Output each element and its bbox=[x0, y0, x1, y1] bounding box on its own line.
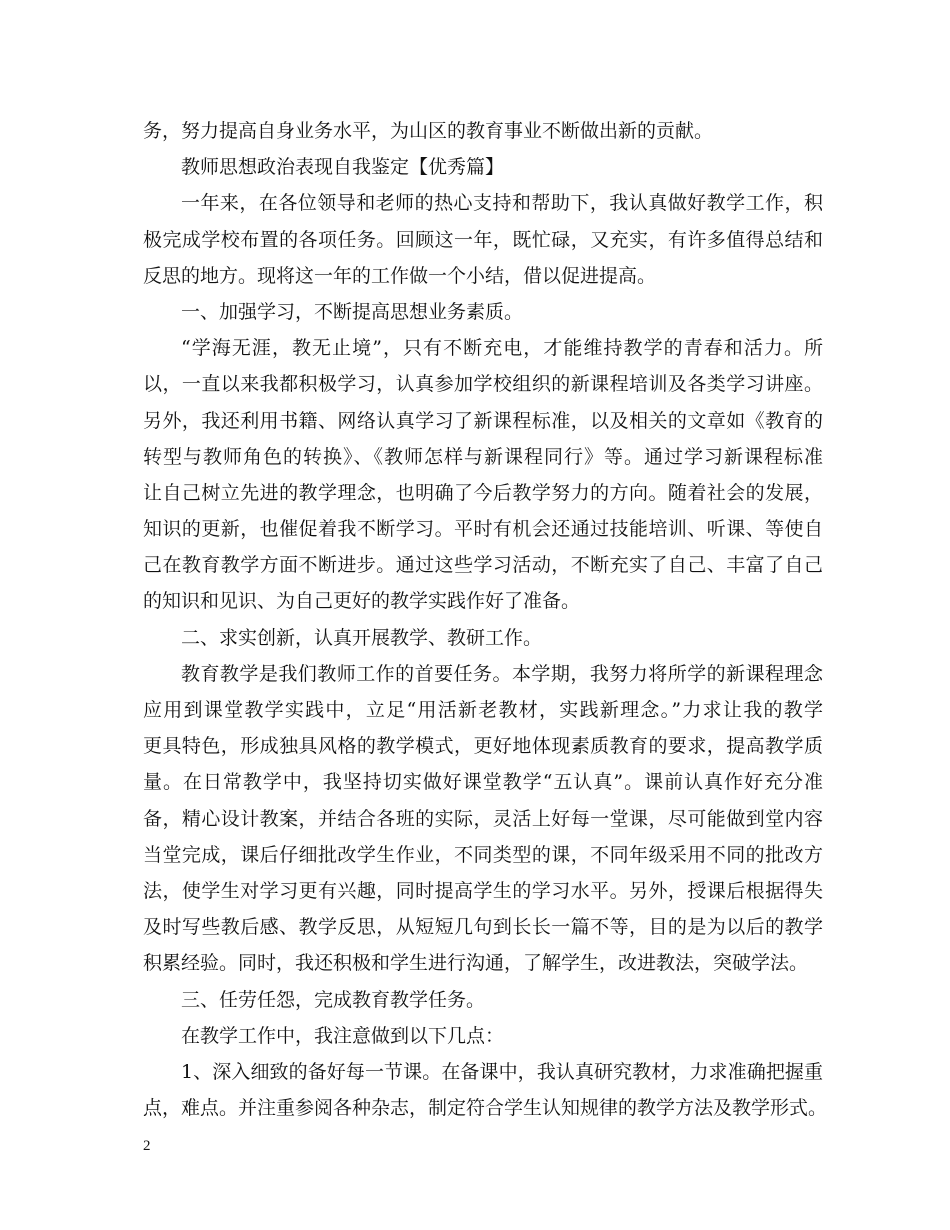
text-line: 一年来，在各位领导和老师的热心支持和帮助下，我认真做好教学工作，积 bbox=[181, 192, 823, 215]
text-line: 更具特色，形成独具风格的教学模式，更好地体现素质教育的要求，提高教学质 bbox=[143, 735, 823, 758]
text-line: 1、深入细致的备好每一节课。在备课中，我认真研究教材，力求准确把握重 bbox=[181, 1060, 823, 1083]
text-line: 量。在日常教学中，我坚持切实做好课堂教学“五认真”。课前认真作好充分准 bbox=[143, 771, 823, 794]
text-line: 以，一直以来我都积极学习，认真参加学校组织的新课程培训及各类学习讲座。 bbox=[143, 373, 823, 396]
text-line: 转型与教师角色的转换》、《教师怎样与新课程同行》等。通过学习新课程标准 bbox=[143, 445, 823, 468]
text-line: 二、求实创新，认真开展教学、教研工作。 bbox=[181, 626, 543, 649]
text-line: 备，精心设计教案，并结合各班的实际，灵活上好每一堂课，尽可能做到堂内容 bbox=[143, 807, 823, 830]
text-line: 的知识和见识、为自己更好的教学实践作好了准备。 bbox=[143, 590, 581, 613]
text-line: 教师思想政治表现自我鉴定【优秀篇】 bbox=[181, 156, 505, 179]
document-body bbox=[143, 113, 828, 1126]
text-line: “学海无涯，教无止境”，只有不断充电，才能维持教学的青春和活力。所 bbox=[181, 337, 823, 360]
text-line: 当堂完成，课后仔细批改学生作业，不同类型的课，不同年级采用不同的批改方 bbox=[143, 843, 823, 866]
text-line: 一、加强学习，不断提高思想业务素质。 bbox=[181, 300, 524, 323]
text-line: 反思的地方。现将这一年的工作做一个小结，借以促进提高。 bbox=[143, 264, 657, 287]
text-line: 法，使学生对学习更有兴趣，同时提高学生的学习水平。另外，授课后根据得失 bbox=[143, 879, 823, 902]
text-line: 在教学工作中，我注意做到以下几点： bbox=[181, 1024, 505, 1047]
text-line: 另外，我还利用书籍、网络认真学习了新课程标准，以及相关的文章如《教育的 bbox=[143, 409, 823, 432]
text-line: 应用到课堂教学实践中，立足“用活新老教材，实践新理念。”力求让我的教学 bbox=[143, 699, 823, 721]
text-line: 极完成学校布置的各项任务。回顾这一年，既忙碌，又充实，有许多值得总结和 bbox=[143, 228, 823, 251]
text-line: 积累经验。同时，我还积极和学生进行沟通，了解学生，改进教法，突破学法。 bbox=[143, 952, 809, 975]
text-line: 三、任劳任怨，完成教育教学任务。 bbox=[181, 988, 486, 1011]
text-line: 己在教育教学方面不断进步。通过这些学习活动，不断充实了自己、丰富了自己 bbox=[143, 554, 823, 577]
text-line: 点，难点。并注重参阅各种杂志，制定符合学生认知规律的教学方法及教学形式。 bbox=[143, 1097, 828, 1120]
page-number: 2 bbox=[143, 1138, 151, 1154]
text-line: 教育教学是我们教师工作的首要任务。本学期，我努力将所学的新课程理念 bbox=[181, 662, 823, 685]
text-line: 及时写些教后感、教学反思，从短短几句到长长一篇不等，目的是为以后的教学 bbox=[143, 916, 823, 939]
text-line: 务，努力提高自身业务水平，为山区的教育事业不断做出新的贡献。 bbox=[143, 120, 714, 142]
text-line: 知识的更新，也催促着我不断学习。平时有机会还通过技能培训、听课、等使自 bbox=[143, 518, 823, 541]
text-line: 让自己树立先进的教学理念，也明确了今后教学努力的方向。随着社会的发展， bbox=[143, 481, 823, 504]
